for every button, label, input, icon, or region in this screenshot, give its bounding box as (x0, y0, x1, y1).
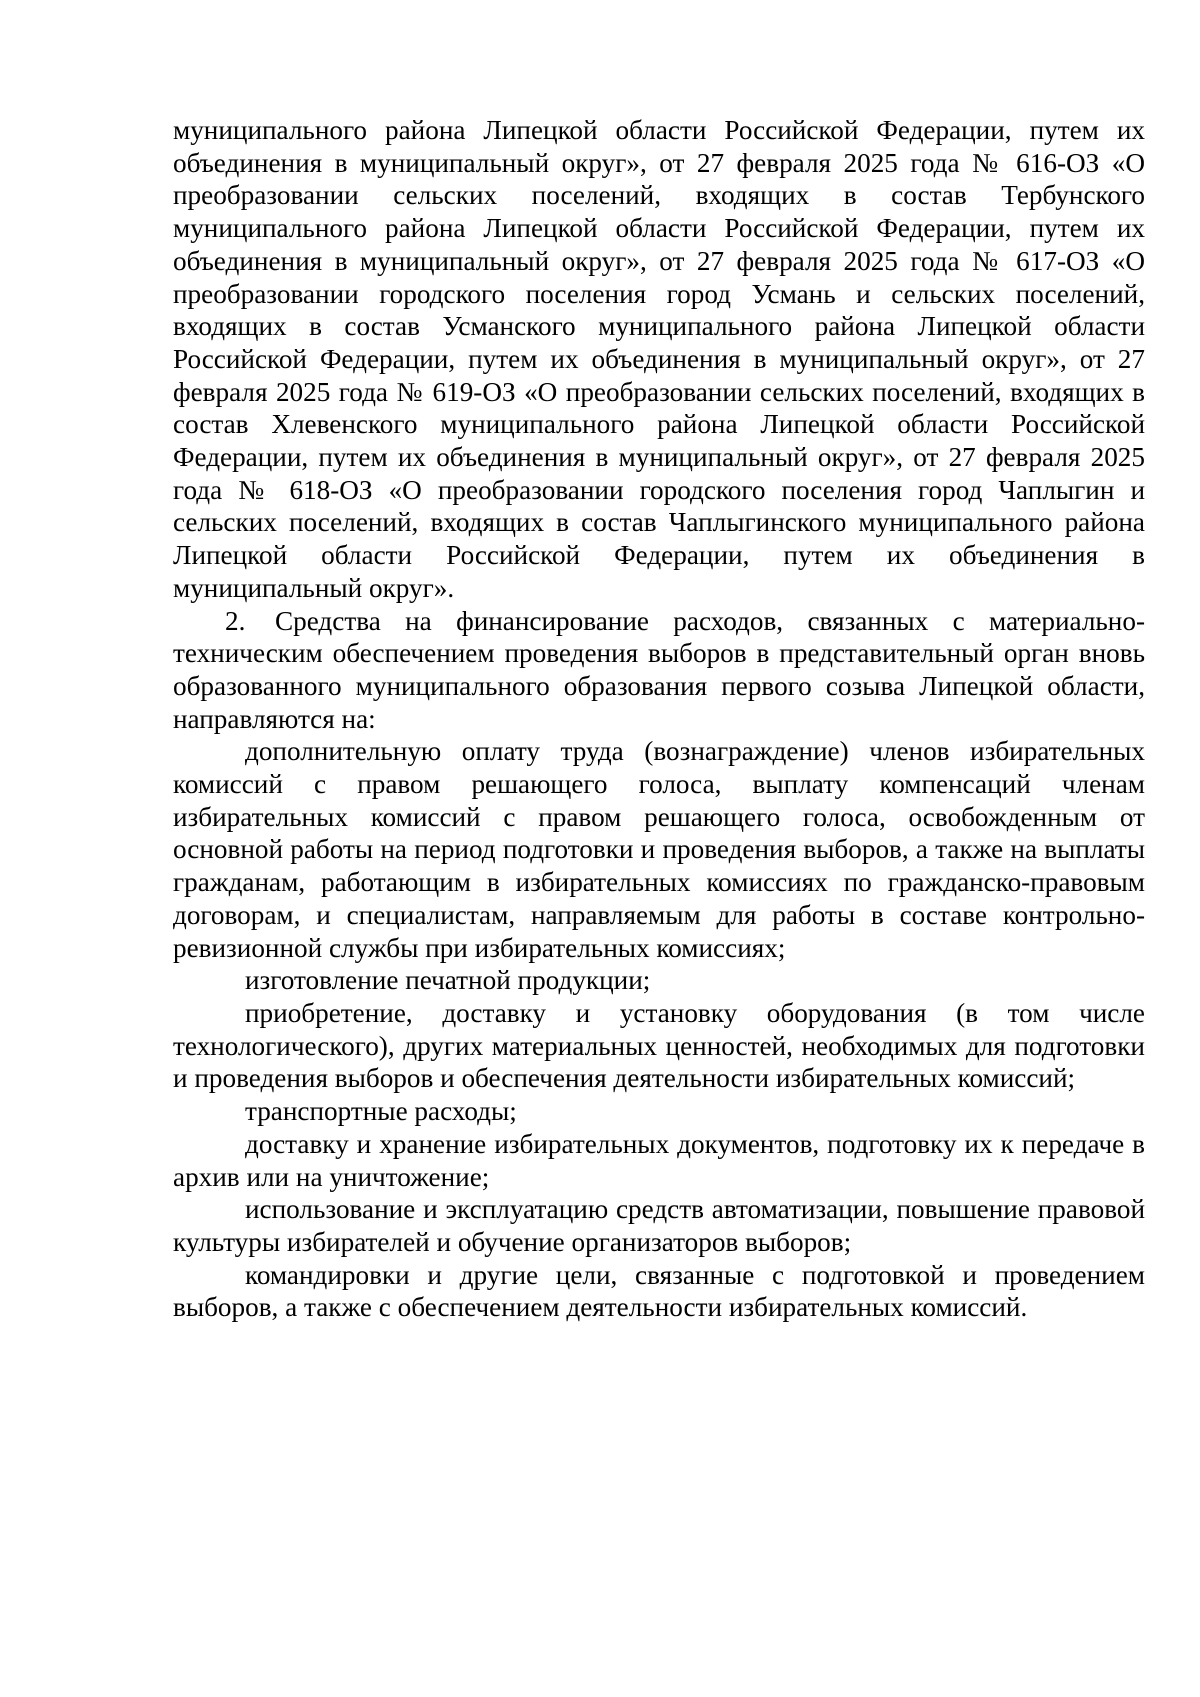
document-body (173, 114, 1145, 1324)
item-2-text: Средства на финансирование расходов, связанных с материально-техническим обеспечением проведения выборов в представительный орган вновь образованного муниципального образования первого созыва Липецкой области, направляются на: (173, 605, 1145, 734)
paragraph-transport: транспортные расходы; (245, 1096, 517, 1127)
paragraph-printing: изготовление печатной продукции; (245, 965, 651, 996)
paragraph-item-2 (173, 605, 1145, 736)
paragraph-documents-storage: доставку и хранение избирательных документов, подготовку их к передаче в архив или на уничтожение; (173, 1128, 1145, 1192)
paragraph-laws-list: муниципального района Липецкой области Российской Федерации, путем их объединения в муниципальный округ», от 27 февраля 2025 года № 616-ОЗ «О преобразовании сельских поселений, входящих в состав Тербунского муниципального района Липецкой области Российской Федерации, путем их объединения в муниципальный округ», от 27 февраля 2025 года № 617-ОЗ «О преобразовании городского поселения город Усмань и сельских поселений, входящих в состав Усманского муниципального района Липецкой области Российской Федерации, путем их объединения в муниципальный округ», от 27 февраля 2025 года № 619-ОЗ «О преобразовании сельских поселений, входящих в состав Хлевенского муниципального района Липецкой области Российской Федерации, путем их объединения в муниципальный округ», от 27 февраля 2025 года № 618-ОЗ «О преобразовании городского поселения город Чаплыгин и сельских поселений, входящих в состав Чаплыгинского муниципального района Липецкой области Российской Федерации, путем их объединения в муниципальный округ». (173, 115, 1145, 603)
item-number: 2. (225, 605, 246, 636)
paragraph-labor-payment: дополнительную оплату труда (вознаграждение) членов избирательных комиссий с правом решающего голоса, выплату компенсаций членам избирательных комиссий с правом решающего голоса, освобожденным от основной работы на период подготовки и проведения выборов, а также на выплаты гражданам, работающим в избирательных комиссиях по гражданско-правовым договорам, и специалистам, направляемым для работы в составе контрольно-ревизионной службы при избирательных комиссиях; (173, 736, 1145, 963)
paragraph-travel: командировки и другие цели, связанные с подготовкой и проведением выборов, а также с обеспечением деятельности избирательных комиссий. (173, 1259, 1145, 1323)
paragraph-equipment: приобретение, доставку и установку оборудования (в том числе технологического), других материальных ценностей, необходимых для подготовки и проведения выборов и обеспечения деятельности избирательных комиссий; (173, 997, 1145, 1094)
paragraph-automation: использование и эксплуатацию средств автоматизации, повышение правовой культуры избирателей и обучение организаторов выборов; (173, 1194, 1145, 1257)
